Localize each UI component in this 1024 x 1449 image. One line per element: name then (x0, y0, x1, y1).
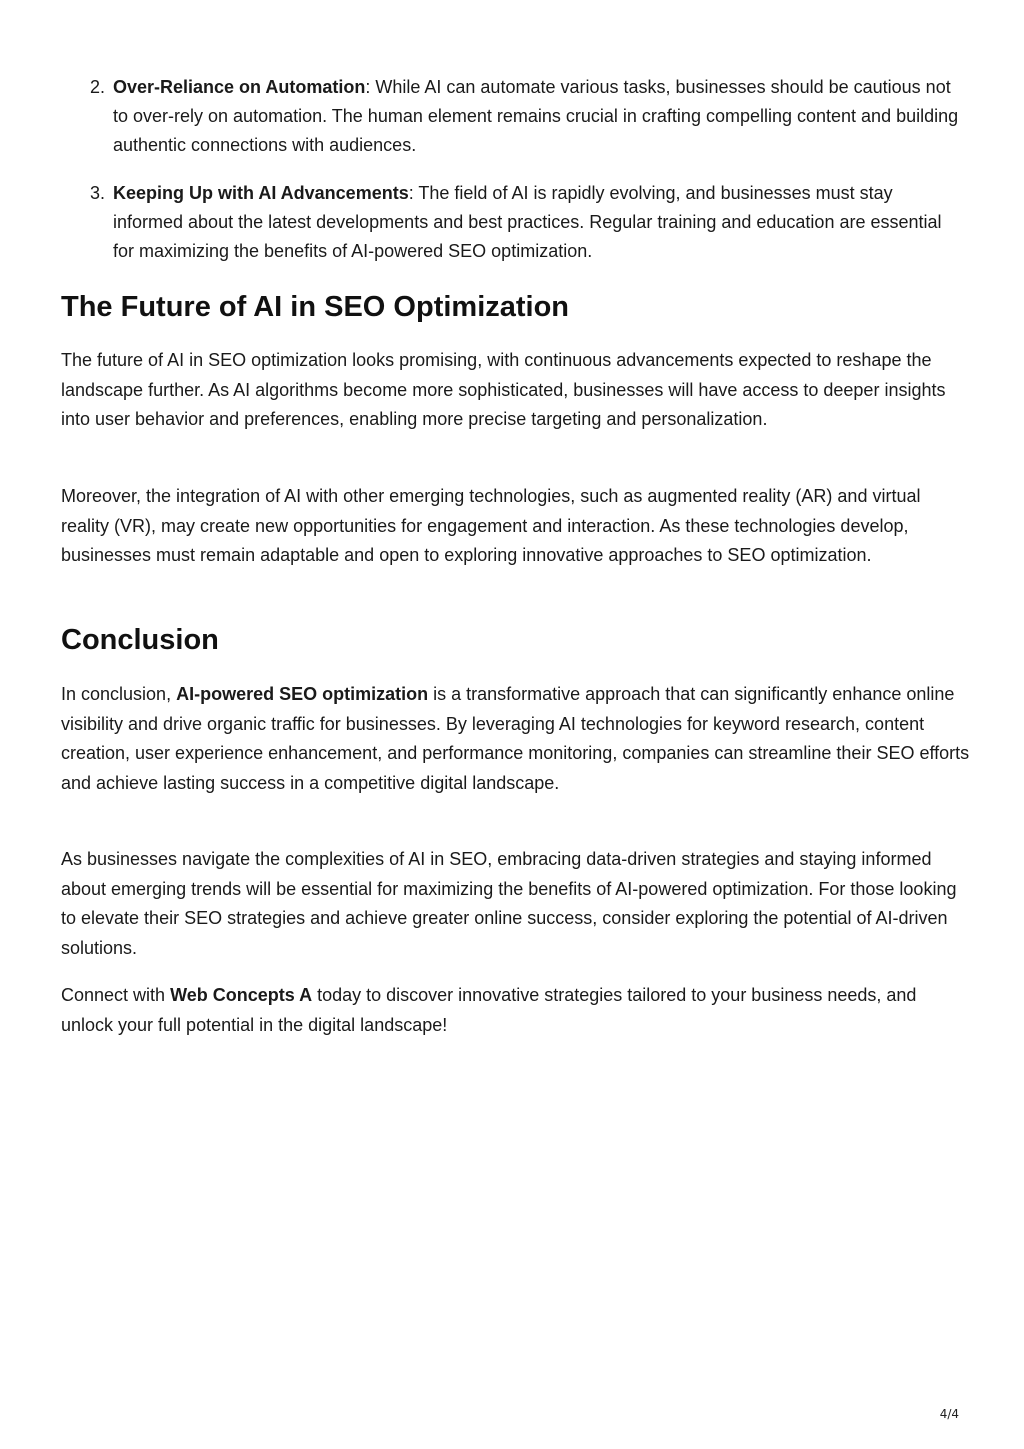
conclusion-paragraph-3 (61, 981, 971, 1040)
list-item-text: : While AI can automate various tasks, businesses should be cautious not to over-rely on automation. The human element remains crucial in crafting compelling content and building authentic connections with audiences. (113, 77, 959, 155)
conclusion-paragraph-1 (61, 680, 971, 798)
page-number: 4/4 (939, 1407, 959, 1421)
future-paragraph-1: The future of AI in SEO optimization looks promising, with continuous advancements expected to reshape the landscape further. As AI algorithms become more sophisticated, businesses will have access to deeper insights into user behavior and preferences, enabling more precise targeting and personalization. (61, 350, 946, 429)
conclusion-p3-text-after: today to discover innovative strategies tailored to your business needs, and unlock your full potential in the digital landscape! (61, 985, 917, 1035)
list-item-number: 2. (90, 77, 106, 97)
future-heading: The Future of AI in SEO Optimization (61, 291, 570, 323)
conclusion-p1-text-after: is a transformative approach that can significantly enhance online visibility and drive organic traffic for businesses. By leveraging AI technologies for keyword research, content creation, user experience enhancement, and performance monitoring, companies can streamline their SEO efforts and achieve lasting success in a competitive digital landscape. (61, 684, 970, 793)
conclusion-p3-text-before: Connect with (61, 985, 171, 1005)
list-item-title: Over-Reliance on Automation (113, 77, 366, 97)
future-paragraph-2: Moreover, the integration of AI with other emerging technologies, such as augmented reality (AR) and virtual reality (VR), may create new opportunities for engagement and interaction. As these technologies develop, businesses must remain adaptable and open to exploring innovative approaches to SEO optimization. (61, 486, 921, 565)
list-item (61, 73, 966, 160)
list-item-number: 3. (90, 183, 106, 203)
company-name: Web Concepts A (170, 985, 313, 1005)
list-item-text: : The field of AI is rapidly evolving, and businesses must stay informed about the latest developments and best practices. Regular training and education are essential for maximizing the benefits of AI-powered SEO optimization. (113, 183, 942, 261)
list-item-title: Keeping Up with AI Advancements (113, 183, 409, 203)
challenges-list (61, 73, 966, 266)
conclusion-p1-text-before: In conclusion, (61, 684, 177, 704)
conclusion-p1-bold: AI-powered SEO optimization (176, 684, 429, 704)
conclusion-heading: Conclusion (61, 624, 219, 656)
conclusion-paragraph-2: As businesses navigate the complexities of AI in SEO, embracing data-driven strategies and staying informed about emerging trends will be essential for maximizing the benefits of AI-powered optimization. For those looking to elevate their SEO strategies and achieve greater online success, consider exploring the potential of AI-driven solutions. (61, 849, 957, 958)
document-content (61, 0, 970, 1035)
list-item (61, 179, 966, 266)
